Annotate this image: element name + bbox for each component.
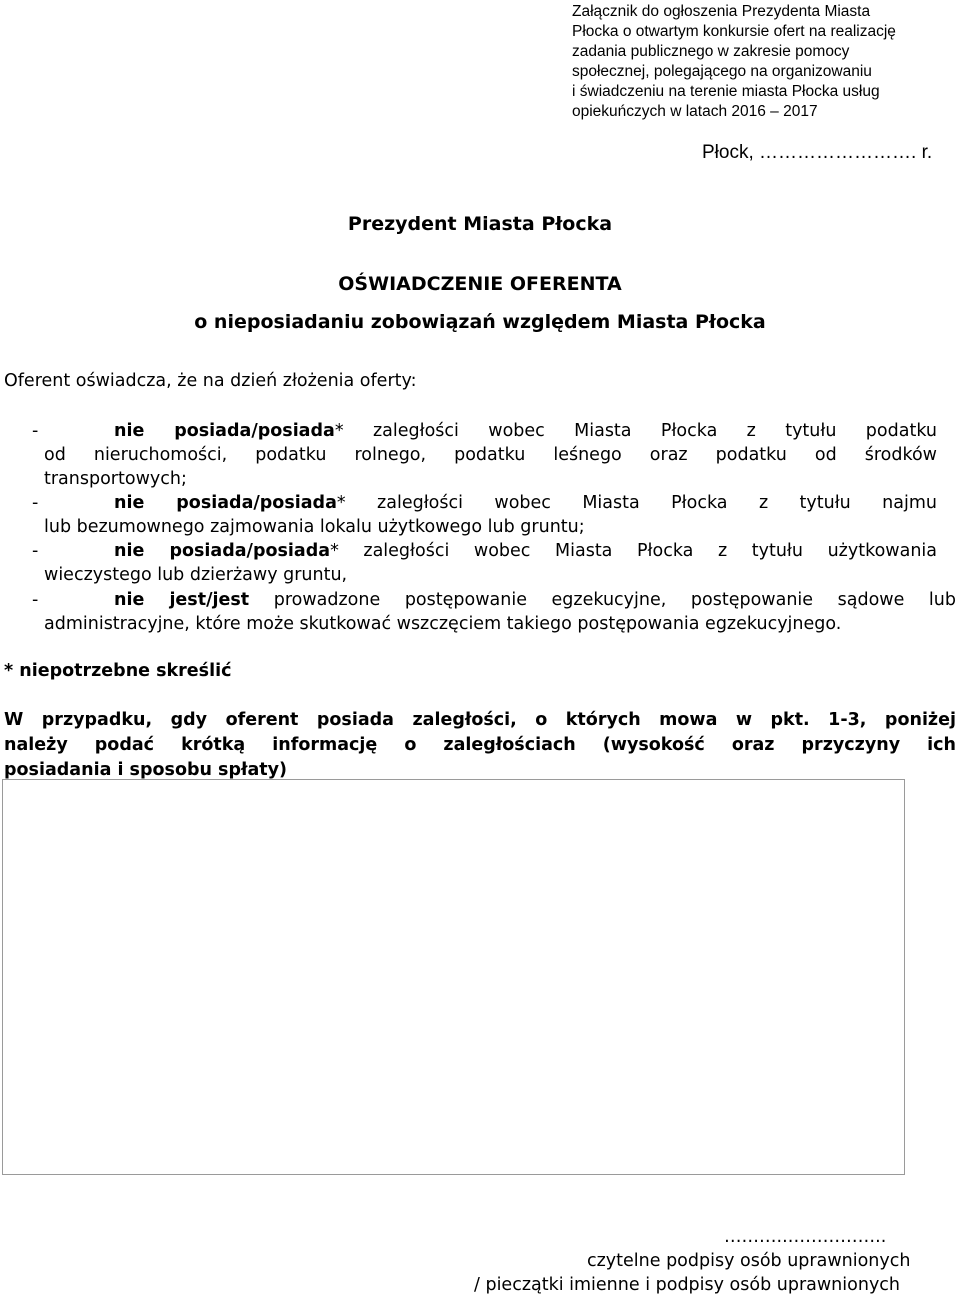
place-date: Płock, ……………………. r. [702, 142, 933, 163]
annex-line: Załącznik do ogłoszenia Prezydenta Miasta [572, 3, 871, 20]
item-text: * zaległości wobec Miasta Płocka z tytułu użytkowania [330, 541, 937, 561]
item-line: administracyjne, które może skutkować wszczęciem takiego postępowania egzekucyjnego. [44, 614, 842, 634]
item-line [44, 419, 937, 443]
stamp-caption: / pieczątki imienne i podpisy osób uprawnionych [474, 1275, 901, 1295]
annex-line: Płocka o otwartym konkursie ofert na realizację [572, 23, 896, 40]
instruction-line: posiadania i sposobu spłaty) [4, 760, 288, 780]
instruction-paragraph [4, 708, 956, 783]
item-dash: - [32, 421, 39, 441]
authority-heading: Prezydent Miasta Płocka [347, 213, 613, 235]
item-text: * zaległości wobec Miasta Płocka z tytułu podatku [334, 421, 938, 441]
item-dash: - [32, 541, 39, 561]
annex-note [572, 2, 957, 122]
item-bold-choice: nie posiada/posiada [114, 541, 331, 561]
declaration-item-2 [32, 491, 938, 539]
signature-dots: ………..…………….. [724, 1227, 887, 1247]
instruction-line: należy podać krótką informację o zaległościach (wysokość oraz przyczyny ich [4, 735, 956, 755]
annex-line: społecznej, polegającego na organizowaniu [572, 63, 872, 80]
signature-caption: czytelne podpisy osób uprawnionych [587, 1251, 911, 1271]
item-line [44, 588, 956, 612]
declaration-item-3 [32, 539, 937, 587]
document-title: OŚWIADCZENIE OFERENTA [338, 273, 622, 295]
declaration-item-1 [32, 419, 938, 491]
arrears-info-box[interactable] [2, 779, 905, 1175]
item-dash: - [32, 493, 39, 513]
item-bold-choice: nie jest/jest [114, 590, 250, 610]
item-line [44, 491, 937, 515]
item-line: wieczystego lub dzierżawy gruntu, [44, 565, 348, 585]
annex-line: opiekuńczych w latach 2016 – 2017 [572, 103, 818, 120]
item-line: od nieruchomości, podatku rolnego, podatku leśnego oraz podatku od środków [44, 445, 937, 465]
item-bold-choice: nie posiada/posiada [114, 493, 337, 513]
declaration-item-4 [32, 588, 956, 636]
annex-line: zadania publicznego w zakresie pomocy [572, 43, 850, 60]
item-line: lub bezumownego zajmowania lokalu użytkowego lub gruntu; [44, 517, 585, 537]
item-text: * zaległości wobec Miasta Płocka z tytułu najmu [336, 493, 938, 513]
item-line: transportowych; [44, 469, 187, 489]
footnote: * niepotrzebne skreślić [4, 661, 232, 681]
item-bold-choice: nie posiada/posiada [114, 421, 335, 441]
instruction-line: W przypadku, gdy oferent posiada zaległości, o których mowa w pkt. 1-3, poniżej [4, 710, 956, 730]
document-subtitle: o nieposiadaniu zobowiązań względem Miasta Płocka [194, 311, 766, 333]
annex-line: i świadczeniu na terenie miasta Płocka usług [572, 83, 880, 100]
item-dash: - [32, 590, 39, 610]
item-text: prowadzone postępowanie egzekucyjne, postępowanie sądowe lub [249, 590, 956, 610]
intro-text: Oferent oświadcza, że na dzień złożenia oferty: [4, 371, 417, 391]
item-line [44, 539, 937, 563]
